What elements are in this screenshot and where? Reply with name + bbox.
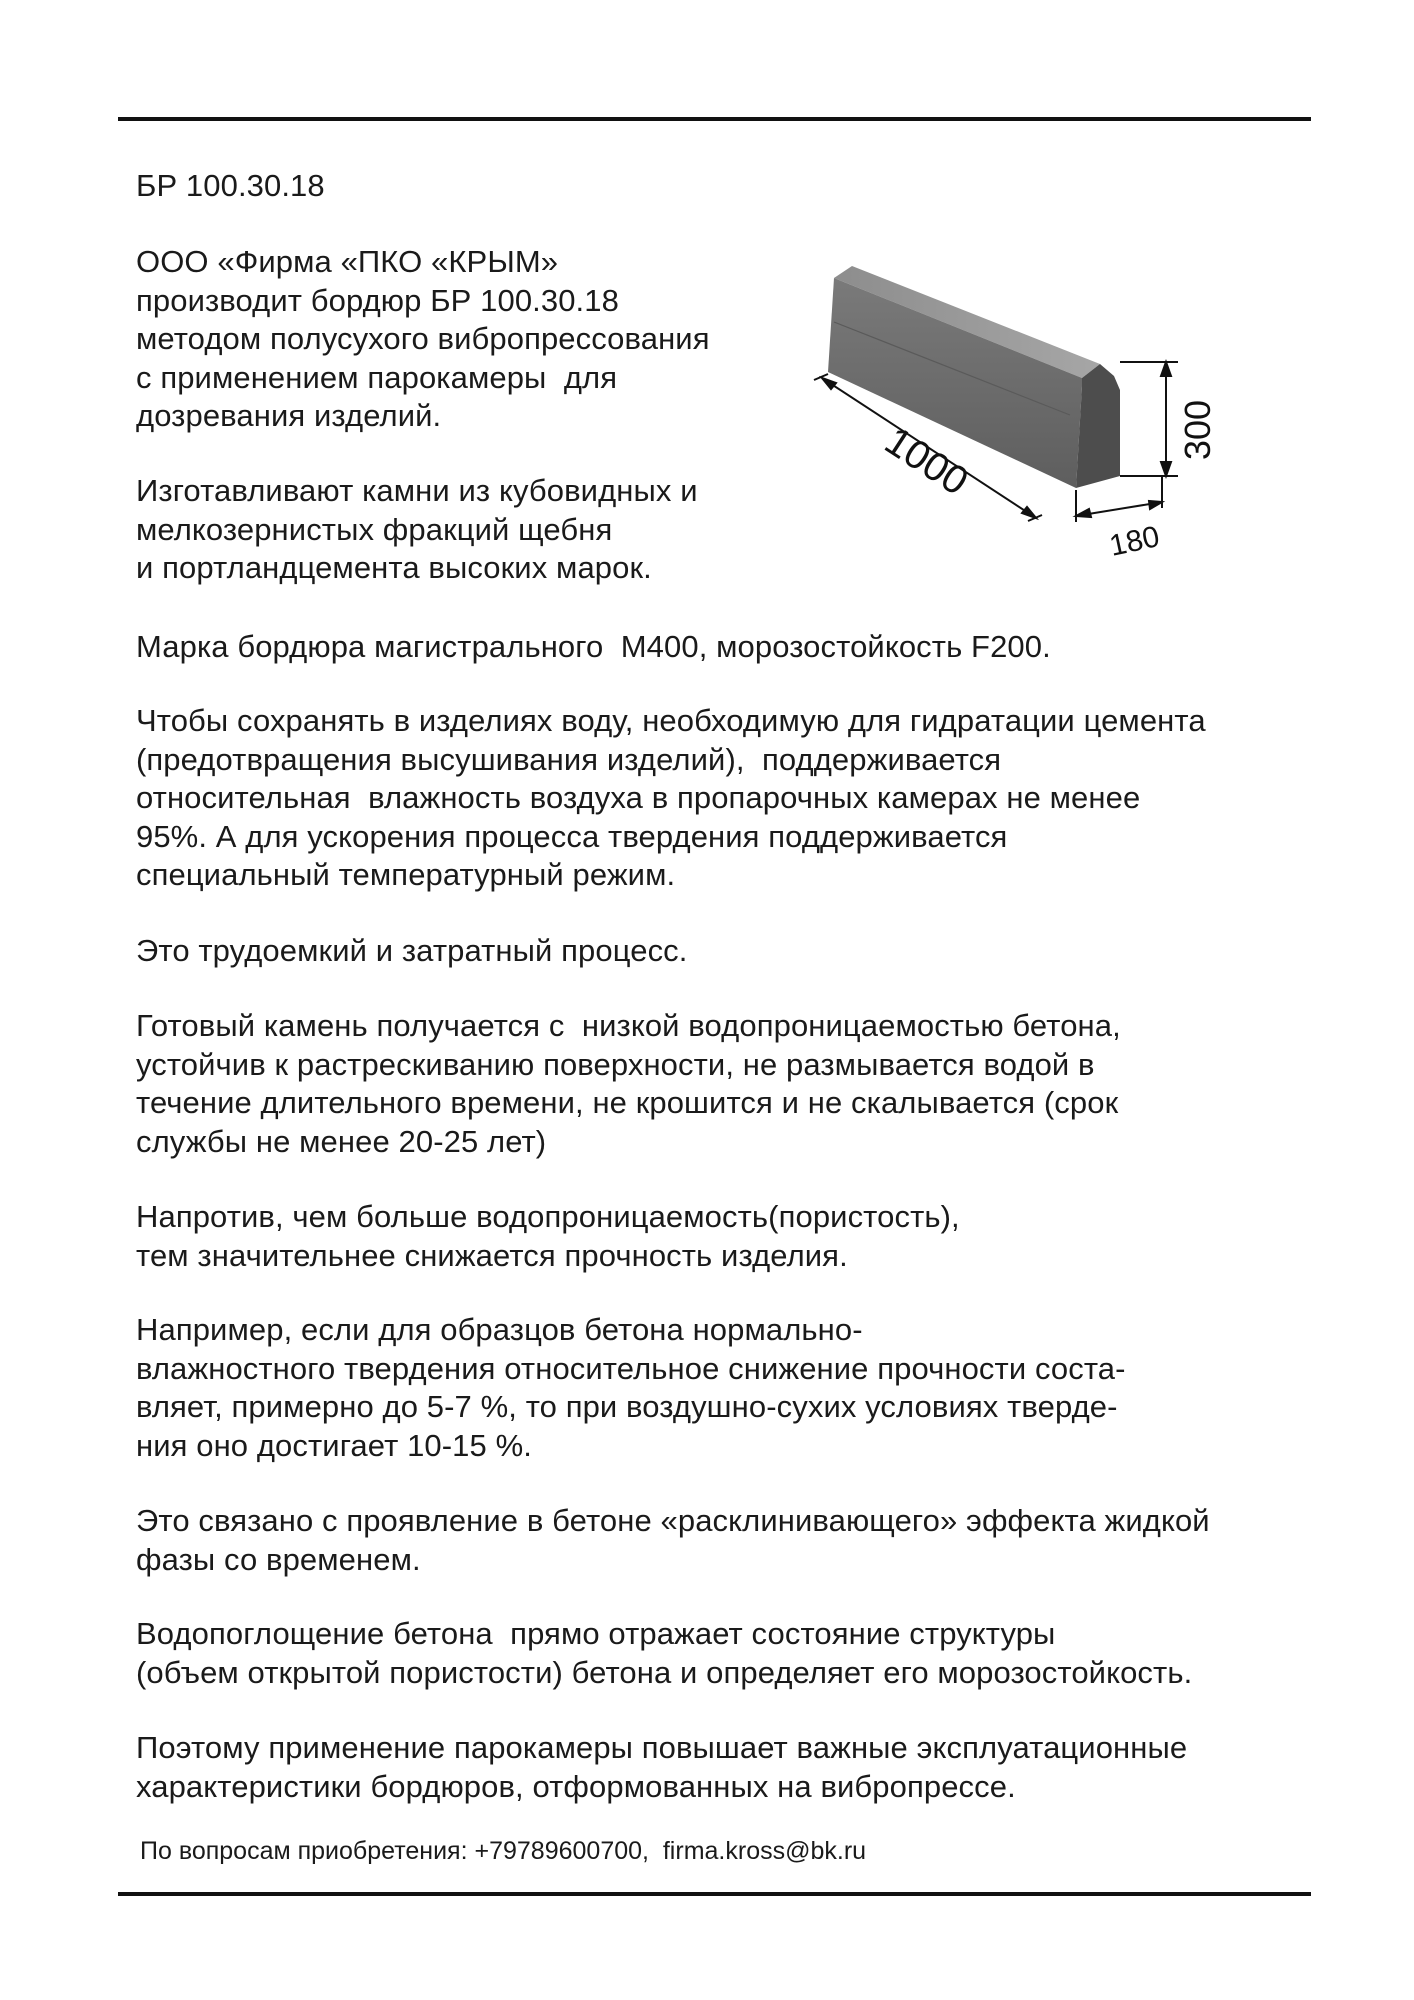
paragraph-line: (предотвращения высушивания изделий), поддерживается	[136, 741, 1002, 777]
paragraph-line: Готовый камень получается с низкой водопроницаемостью бетона,	[136, 1008, 1121, 1043]
paragraph-line: характеристики бордюров, отформованных на вибропрессе.	[136, 1768, 1016, 1804]
length-label: 1000	[877, 418, 976, 505]
width-label: 180	[1106, 520, 1163, 563]
materials-line: и портландцемента высоких марок.	[136, 550, 652, 585]
paragraph-line: устойчив к растрескиванию поверхности, не размывается водой в	[136, 1046, 1095, 1082]
height-dimension	[1120, 362, 1178, 476]
intro-line: производит бордюр БР 100.30.18	[136, 282, 619, 318]
paragraph-line: Это связано с проявление в бетоне «расклинивающего» эффекта жидкой	[136, 1503, 1210, 1538]
paragraph-line: Это трудоемкий и затратный процесс.	[136, 933, 688, 968]
paragraph-line: (объем открытой пористости) бетона и определяет его морозостойкость.	[136, 1654, 1193, 1690]
example-paragraph	[136, 1311, 1126, 1465]
height-label: 300	[1177, 399, 1218, 460]
contact-footer: По вопросам приобретения: +79789600700, firma.kross@bk.ru	[140, 1837, 867, 1865]
paragraph-line: относительная влажность воздуха в пропарочных камерах не менее	[136, 780, 1141, 815]
bottom-rule	[118, 1892, 1311, 1896]
water-absorption-paragraph	[136, 1615, 1192, 1692]
conclusion-paragraph	[136, 1729, 1187, 1806]
paragraph-line: Например, если для образцов бетона нормально-	[136, 1312, 863, 1347]
materials-line: мелкозернистых фракций щебня	[136, 511, 613, 547]
materials-paragraph	[136, 472, 698, 588]
intro-line: с применением парокамеры для	[136, 359, 618, 395]
paragraph-line: влажностного твердения относительное снижение прочности соста-	[136, 1350, 1126, 1386]
intro-line: дозревания изделий.	[136, 398, 442, 433]
intro-line: ООО «Фирма «ПКО «КРЫМ»	[136, 244, 559, 279]
intro-paragraph	[136, 243, 710, 436]
grade-paragraph: Марка бордюра магистрального М400, морозостойкость F200.	[136, 629, 1051, 664]
paragraph-line: Поэтому применение парокамеры повышает важные эксплуатационные	[136, 1730, 1188, 1765]
materials-line: Изготавливают камни из кубовидных и	[136, 473, 698, 508]
curb-stone-figure	[770, 250, 1230, 570]
paragraph-line: тем значительнее снижается прочность изделия.	[136, 1237, 848, 1273]
wedging-effect-paragraph	[136, 1502, 1210, 1579]
intro-line: методом полусухого вибропрессования	[136, 321, 710, 356]
finished-stone-paragraph	[136, 1007, 1121, 1161]
product-code: БР 100.30.18	[136, 168, 325, 203]
paragraph-line: фазы со временем.	[136, 1541, 421, 1577]
water-retention-paragraph	[136, 702, 1206, 895]
paragraph-line: службы не менее 20-25 лет)	[136, 1123, 547, 1159]
paragraph-line: 95%. А для ускорения процесса твердения поддерживается	[136, 818, 1008, 854]
curb-end-face	[1076, 364, 1120, 488]
porosity-paragraph	[136, 1198, 960, 1275]
paragraph-line: Чтобы сохранять в изделиях воду, необходимую для гидратации цемента	[136, 703, 1206, 738]
paragraph-line: ния оно достигает 10-15 %.	[136, 1427, 532, 1463]
paragraph-line: специальный температурный режим.	[136, 857, 676, 892]
paragraph-line: вляет, примерно до 5-7 %, то при воздушно-сухих условиях тверде-	[136, 1389, 1118, 1424]
top-rule	[118, 117, 1311, 121]
paragraph-line: Напротив, чем больше водопроницаемость(пористость),	[136, 1199, 960, 1234]
paragraph-line: течение длительного времени, не крошится и не скалывается (срок	[136, 1085, 1119, 1120]
paragraph-line: Водопоглощение бетона прямо отражает состояние структуры	[136, 1616, 1056, 1651]
labor-paragraph	[136, 932, 688, 971]
